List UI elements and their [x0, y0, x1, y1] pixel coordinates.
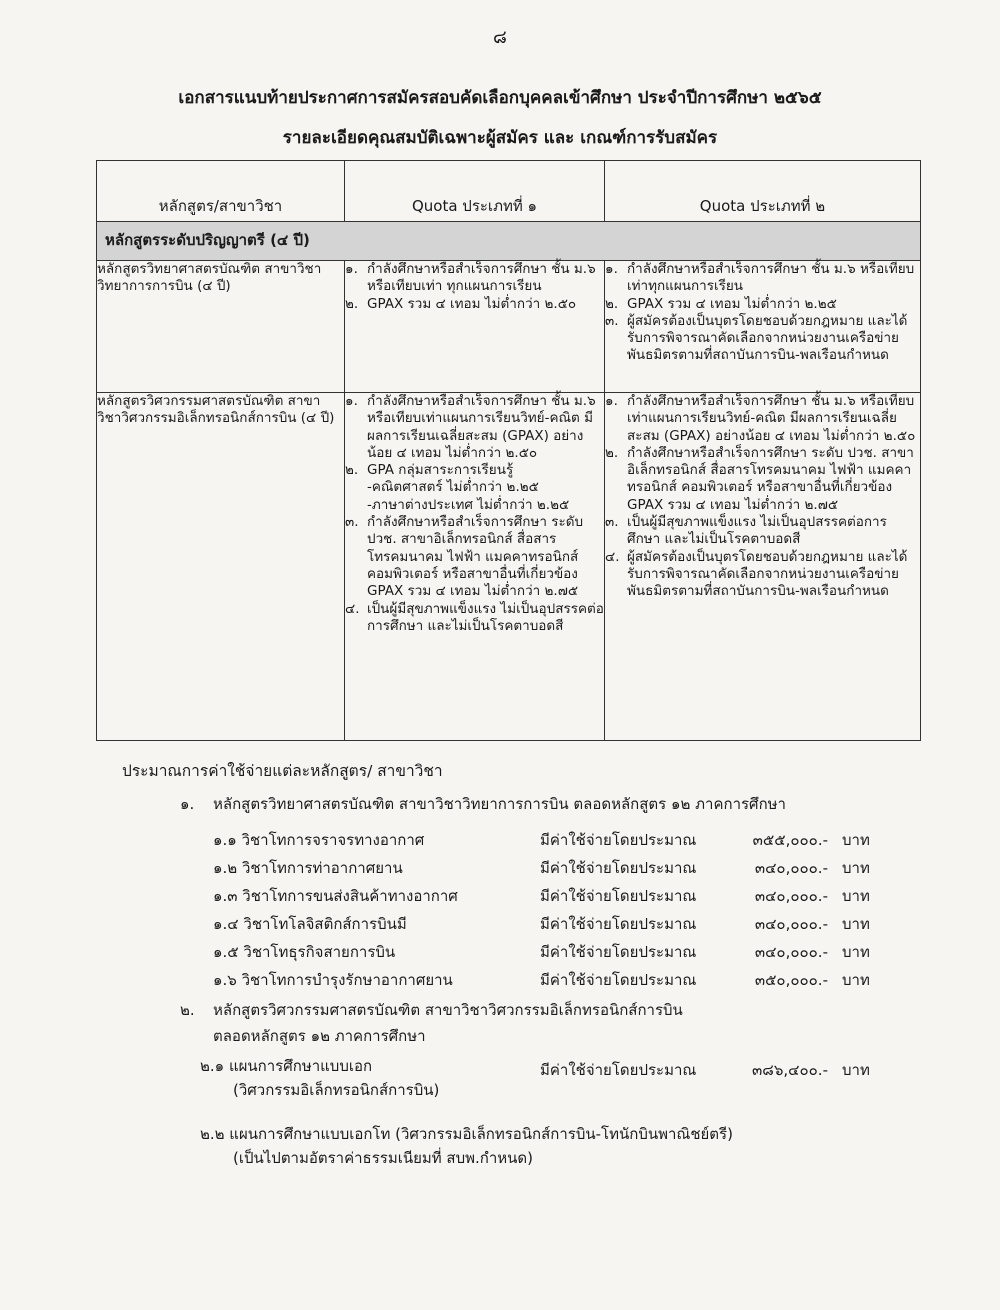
- cost-item-amount: ๓๔๐,๐๐๐.-: [754, 915, 828, 933]
- cost-item-name: ๑.๔ วิชาโทโลจิสติกส์การบินมี: [213, 915, 407, 933]
- criteria-item: ๓. เป็นผู้มีสุขภาพแข็งแรง ไม่เป็นอุปสรรคต่อการศึกษา และไม่เป็นโรคตาบอดสี: [605, 514, 887, 548]
- cost-item-name: ๑.๕ วิชาโทธุรกิจสายการบิน: [213, 943, 396, 961]
- criteria-item: ๒. GPA กลุ่มสาระการเรียนรู้ -คณิตศาสตร์ ไม่ต่ำกว่า ๒.๒๕ -ภาษาต่างประเทศ ไม่ต่ำกว่า ๒.๒๕: [345, 462, 604, 514]
- cost-item-name: ๑.๒ วิชาโทการท่าอากาศยาน: [213, 859, 403, 877]
- criteria-subitem: -คณิตศาสตร์ ไม่ต่ำกว่า ๒.๒๕: [367, 479, 539, 496]
- criteria-item: ๓. กำลังศึกษาหรือสำเร็จการศึกษา ระดับ ปวช. สาขาอิเล็กทรอนิกส์ สื่อสารโทรคมนาคม ไฟฟ้า แมคคาทรอนิกส์ คอมพิวเตอร์ หรือสาขาอื่นที่เกี่ยวข้อง GPAX รวม ๔ เทอม ไม่ต่ำกว่า ๒.๗๕: [345, 514, 584, 600]
- criteria-item: ๑. กำลังศึกษาหรือสำเร็จการศึกษา ชั้น ม.๖ หรือเทียบเท่าแผนการเรียนวิทย์-คณิต มีผลการเรียนเฉลี่ยสะสม (GPAX) อย่างน้อย ๔ เทอม ไม่ต่ำกว่า ๒.๕๐: [605, 393, 916, 444]
- program-2-title-continued: ตลอดหลักสูตร ๑๒ ภาคการศึกษา: [213, 1027, 426, 1045]
- criteria-item: ๒. กำลังศึกษาหรือสำเร็จการศึกษา ระดับ ปวช. สาขาอิเล็กทรอนิกส์ สื่อสารโทรคมนาคม ไฟฟ้า แมคคาทรอนิกส์ คอมพิวเตอร์ หรือสาขาอื่นที่เกี่ยวข้อง GPAX รวม ๔ เทอม ไม่ต่ำกว่า ๒.๗๕: [605, 444, 914, 513]
- criteria-item: ๔. ผู้สมัครต้องเป็นบุตรโดยชอบด้วยกฎหมาย และได้รับการพิจารณาคัดเลือกจากหน่วยงานเครือข่ายพันธมิตรตามที่สถาบันการบิน-พลเรือนกำหนด: [605, 548, 908, 600]
- criteria-item: ๑. กำลังศึกษาหรือสำเร็จการศึกษา ชั้น ม.๖ หรือเทียบเท่า ทุกแผนการเรียน: [345, 261, 596, 295]
- cost-item-unit: บาท: [842, 915, 870, 933]
- cost-item-unit: บาท: [842, 887, 870, 905]
- criteria-item: ๑. กำลังศึกษาหรือสำเร็จการศึกษา ชั้น ม.๖ หรือเทียบเท่าทุกแผนการเรียน: [605, 261, 915, 295]
- criteria-item: ๓. ผู้สมัครต้องเป็นบุตรโดยชอบด้วยกฎหมาย และได้รับการพิจารณาคัดเลือกจากหน่วยงานเครือข่ายพันธมิตรตามที่สถาบันการบิน-พลเรือนกำหนด: [605, 312, 908, 364]
- cost-item-amount: ๓๔๐,๐๐๐.-: [754, 859, 828, 877]
- table-header-row: [97, 161, 921, 222]
- program-1-number: ๑.: [180, 795, 195, 813]
- cost-item-name: ๒.๑ แผนการศึกษาแบบเอก: [200, 1057, 373, 1075]
- quota-2-criteria: [605, 261, 921, 393]
- criteria-table: [96, 160, 921, 741]
- cost-item-label: มีค่าใช้จ่ายโดยประมาณ: [540, 887, 697, 905]
- cost-item-name: ๑.๖ วิชาโทการบำรุงรักษาอากาศยาน: [213, 971, 453, 989]
- cost-item-label: มีค่าใช้จ่ายโดยประมาณ: [540, 971, 697, 989]
- quota-2-criteria: [605, 393, 921, 741]
- cost-item-unit: บาท: [842, 971, 870, 989]
- cost-item-amount: ๓๘๖,๔๐๐.-: [752, 1061, 828, 1079]
- criteria-item: ๑. กำลังศึกษาหรือสำเร็จการศึกษา ชั้น ม.๖ หรือเทียบเท่าแผนการเรียนวิทย์-คณิต มีผลการเรียนเฉลี่ยสะสม (GPAX) อย่างน้อย ๔ เทอม ไม่ต่ำกว่า ๒.๕๐: [345, 393, 596, 461]
- program-name: หลักสูตรวิทยาศาสตรบัณฑิต สาขาวิชาวิทยาการการบิน (๔ ปี): [97, 261, 345, 393]
- table-row: [97, 393, 921, 741]
- cost-item-unit: บาท: [842, 943, 870, 961]
- cost-item-name: ๑.๑ วิชาโทการจราจรทางอากาศ: [213, 831, 425, 849]
- costs-heading: ประมาณการค่าใช้จ่ายแต่ละหลักสูตร/ สาขาวิชา: [122, 762, 443, 780]
- program-2-title: หลักสูตรวิศวกรรมศาสตรบัณฑิต สาขาวิชาวิศวกรรมอิเล็กทรอนิกส์การบิน: [213, 1001, 683, 1019]
- criteria-item: ๒. GPAX รวม ๔ เทอม ไม่ต่ำกว่า ๒.๕๐: [345, 295, 577, 312]
- cost-item-label: มีค่าใช้จ่ายโดยประมาณ: [540, 831, 697, 849]
- criteria-item: ๒. GPAX รวม ๔ เทอม ไม่ต่ำกว่า ๒.๒๕: [605, 295, 837, 312]
- cost-item-unit: บาท: [842, 859, 870, 877]
- program-name: หลักสูตรวิศวกรรมศาสตรบัณฑิต สาขาวิชาวิศวกรรมอิเล็กทรอนิกส์การบิน (๔ ปี): [97, 393, 345, 741]
- cost-item-label: มีค่าใช้จ่ายโดยประมาณ: [540, 859, 697, 877]
- cost-item-amount: ๓๔๐,๐๐๐.-: [754, 887, 828, 905]
- cost-item-subtitle: (เป็นไปตามอัตราค่าธรรมเนียมที่ สบพ.กำหนด): [233, 1149, 533, 1167]
- table-section-row: [97, 222, 921, 261]
- header-quota-2: Quota ประเภทที่ ๒: [605, 161, 921, 222]
- program-2-number: ๒.: [180, 1001, 195, 1019]
- cost-item-label: มีค่าใช้จ่ายโดยประมาณ: [540, 915, 697, 933]
- document-subtitle: รายละเอียดคุณสมบัติเฉพาะผู้สมัคร และ เกณฑ์การรับสมัคร: [282, 128, 718, 148]
- cost-item-amount: ๓๔๐,๐๐๐.-: [754, 943, 828, 961]
- cost-item-unit: บาท: [842, 1061, 870, 1079]
- cost-item-name: ๒.๒ แผนการศึกษาแบบเอกโท (วิศวกรรมอิเล็กทรอนิกส์การบิน-โทนักบินพาณิชย์ตรี): [200, 1125, 733, 1143]
- criteria-subitem: -ภาษาต่างประเทศ ไม่ต่ำกว่า ๒.๒๕: [367, 496, 570, 513]
- cost-item-label: มีค่าใช้จ่ายโดยประมาณ: [540, 943, 697, 961]
- page-number: ๘: [493, 27, 507, 48]
- quota-1-criteria: [345, 261, 605, 393]
- header-quota-1: Quota ประเภทที่ ๑: [345, 161, 605, 222]
- cost-item-unit: บาท: [842, 831, 870, 849]
- cost-item-name: ๑.๓ วิชาโทการขนส่งสินค้าทางอากาศ: [213, 887, 458, 905]
- program-1-title: หลักสูตรวิทยาศาสตรบัณฑิต สาขาวิชาวิทยาการการบิน ตลอดหลักสูตร ๑๒ ภาคการศึกษา: [213, 795, 786, 813]
- cost-item-label: มีค่าใช้จ่ายโดยประมาณ: [540, 1061, 697, 1079]
- document-title: เอกสารแนบท้ายประกาศการสมัครสอบคัดเลือกบุคคลเข้าศึกษา ประจำปีการศึกษา ๒๕๖๕: [178, 88, 822, 108]
- section-label: หลักสูตรระดับปริญญาตรี (๔ ปี): [97, 222, 921, 261]
- quota-1-criteria: [345, 393, 605, 741]
- cost-item-amount: ๓๕๕,๐๐๐.-: [752, 831, 828, 849]
- criteria-item: ๔. เป็นผู้มีสุขภาพแข็งแรง ไม่เป็นอุปสรรคต่อการศึกษา และไม่เป็นโรคตาบอดสี: [345, 600, 604, 634]
- cost-item-amount: ๓๕๐,๐๐๐.-: [754, 971, 828, 989]
- header-program: หลักสูตร/สาขาวิชา: [97, 161, 345, 222]
- table-row: [97, 261, 921, 393]
- cost-item-subtitle: (วิศวกรรมอิเล็กทรอนิกส์การบิน): [233, 1081, 440, 1099]
